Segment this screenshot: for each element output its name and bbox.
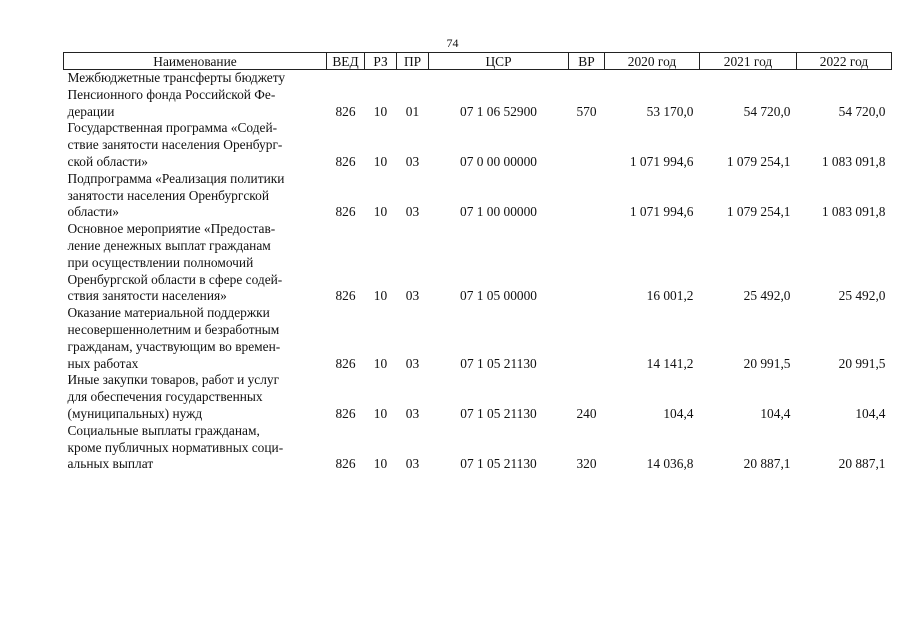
header-2022: 2022 год bbox=[797, 53, 892, 70]
row-name-line: дерации bbox=[67, 103, 115, 119]
header-csr: ЦСР bbox=[429, 53, 569, 70]
row-name-line: (муниципальных) нужд bbox=[67, 405, 203, 421]
cell-pr: 03 bbox=[405, 288, 420, 304]
header-2020: 2020 год bbox=[605, 53, 700, 70]
cell-ved: 826 bbox=[335, 103, 356, 119]
row-name-line: Социальные выплаты гражданам, bbox=[67, 422, 260, 438]
cell-ved: 826 bbox=[335, 405, 356, 421]
row-name-line: области» bbox=[67, 204, 119, 220]
cell-2020: 16 001,2 bbox=[646, 288, 694, 304]
row-name-line: ской области» bbox=[67, 153, 148, 169]
row-name-line: несовершеннолетним и безработным bbox=[67, 321, 280, 337]
cell-vr bbox=[569, 221, 605, 305]
cell-csr: 07 1 05 21130 bbox=[460, 456, 537, 472]
cell-2020: 1 071 994,6 bbox=[629, 153, 694, 169]
cell-pr: 03 bbox=[405, 456, 420, 472]
cell-2022: 1 083 091,8 bbox=[821, 153, 886, 169]
header-ved: ВЕД bbox=[327, 53, 365, 70]
row-name-line: альных выплат bbox=[67, 456, 154, 472]
cell-2021: 104,4 bbox=[760, 405, 791, 421]
header-rz: РЗ bbox=[365, 53, 397, 70]
row-name bbox=[64, 120, 327, 170]
cell-rz: 10 bbox=[373, 288, 388, 304]
row-name-line: Пенсионного фонда Российской Фе- bbox=[67, 86, 276, 102]
cell-2021: 1 079 254,1 bbox=[726, 204, 791, 220]
cell-ved: 826 bbox=[335, 204, 356, 220]
cell-vr: 240 bbox=[576, 405, 597, 421]
cell-2021: 25 492,0 bbox=[743, 288, 791, 304]
table-row bbox=[64, 70, 892, 121]
cell-pr: 03 bbox=[405, 355, 420, 371]
cell-2020: 53 170,0 bbox=[646, 103, 694, 119]
cell-rz: 10 bbox=[373, 204, 388, 220]
header-pr: ПР bbox=[397, 53, 429, 70]
row-name-line: Иные закупки товаров, работ и услуг bbox=[67, 372, 280, 388]
row-name bbox=[64, 70, 327, 121]
cell-rz: 10 bbox=[373, 153, 388, 169]
page-number: 74 bbox=[446, 36, 459, 50]
cell-pr: 03 bbox=[405, 405, 420, 421]
row-name-line: Основное мероприятие «Предостав- bbox=[67, 221, 276, 237]
table-row bbox=[64, 120, 892, 170]
cell-2022: 20 887,1 bbox=[838, 456, 886, 472]
cell-ved: 826 bbox=[335, 153, 356, 169]
table-row bbox=[64, 305, 892, 372]
cell-ved: 826 bbox=[335, 288, 356, 304]
row-name bbox=[64, 221, 327, 305]
cell-2020: 14 141,2 bbox=[646, 355, 694, 371]
row-name-line: Оказание материальной поддержки bbox=[67, 305, 270, 321]
row-name-line: Межбюджетные трансферты бюджету bbox=[67, 70, 286, 85]
cell-2022: 104,4 bbox=[855, 405, 886, 421]
row-name-line: кроме публичных нормативных соци- bbox=[67, 439, 284, 455]
cell-2021: 20 887,1 bbox=[743, 456, 791, 472]
cell-pr: 01 bbox=[405, 103, 420, 119]
table-header-row bbox=[64, 53, 892, 70]
cell-2021: 1 079 254,1 bbox=[726, 153, 791, 169]
row-name-line: Оренбургской области в сфере содей- bbox=[67, 271, 283, 287]
cell-pr: 03 bbox=[405, 204, 420, 220]
cell-rz: 10 bbox=[373, 103, 388, 119]
budget-table bbox=[63, 52, 892, 473]
row-name-line: ствие занятости населения Оренбург- bbox=[67, 137, 283, 153]
cell-rz: 10 bbox=[373, 355, 388, 371]
cell-vr: 570 bbox=[576, 103, 597, 119]
cell-vr: 320 bbox=[576, 456, 597, 472]
cell-pr: 03 bbox=[405, 153, 420, 169]
cell-csr: 07 1 06 52900 bbox=[460, 103, 537, 119]
cell-csr: 07 1 00 00000 bbox=[460, 204, 537, 220]
row-name-line: Подпрограмма «Реализация политики bbox=[67, 170, 285, 186]
cell-2022: 25 492,0 bbox=[838, 288, 886, 304]
cell-2020: 104,4 bbox=[663, 405, 694, 421]
cell-vr bbox=[569, 305, 605, 372]
row-name-line: для обеспечения государственных bbox=[67, 389, 263, 405]
cell-csr: 07 1 05 00000 bbox=[460, 288, 537, 304]
row-name-line: ствия занятости населения» bbox=[67, 288, 227, 304]
header-vr: ВР bbox=[569, 53, 605, 70]
cell-csr: 07 1 05 21130 bbox=[460, 405, 537, 421]
row-name-line: ление денежных выплат гражданам bbox=[67, 237, 271, 253]
cell-rz: 10 bbox=[373, 405, 388, 421]
cell-2022: 20 991,5 bbox=[838, 355, 886, 371]
row-name-line: Государственная программа «Содей- bbox=[67, 120, 278, 136]
row-name bbox=[64, 372, 327, 422]
cell-2021: 54 720,0 bbox=[743, 103, 791, 119]
cell-2022: 54 720,0 bbox=[838, 103, 886, 119]
row-name bbox=[64, 305, 327, 372]
table-row bbox=[64, 221, 892, 305]
cell-rz: 10 bbox=[373, 456, 388, 472]
row-name-line: при осуществлении полномочий bbox=[67, 254, 254, 270]
row-name bbox=[64, 171, 327, 221]
header-2021: 2021 год bbox=[700, 53, 797, 70]
cell-vr bbox=[569, 120, 605, 170]
row-name-line: занятости населения Оренбургской bbox=[67, 187, 269, 203]
cell-2020: 1 071 994,6 bbox=[629, 204, 694, 220]
cell-csr: 07 0 00 00000 bbox=[460, 153, 537, 169]
cell-2022: 1 083 091,8 bbox=[821, 204, 886, 220]
cell-csr: 07 1 05 21130 bbox=[460, 355, 537, 371]
cell-2020: 14 036,8 bbox=[646, 456, 694, 472]
row-name-line: ных работах bbox=[67, 355, 139, 371]
cell-vr bbox=[569, 171, 605, 221]
header-name: Наименование bbox=[64, 53, 327, 70]
table-row bbox=[64, 372, 892, 422]
row-name-line: гражданам, участвующим во времен- bbox=[67, 338, 281, 354]
row-name bbox=[64, 423, 327, 473]
cell-ved: 826 bbox=[335, 456, 356, 472]
table-row bbox=[64, 423, 892, 473]
cell-2021: 20 991,5 bbox=[743, 355, 791, 371]
table-row bbox=[64, 171, 892, 221]
cell-ved: 826 bbox=[335, 355, 356, 371]
